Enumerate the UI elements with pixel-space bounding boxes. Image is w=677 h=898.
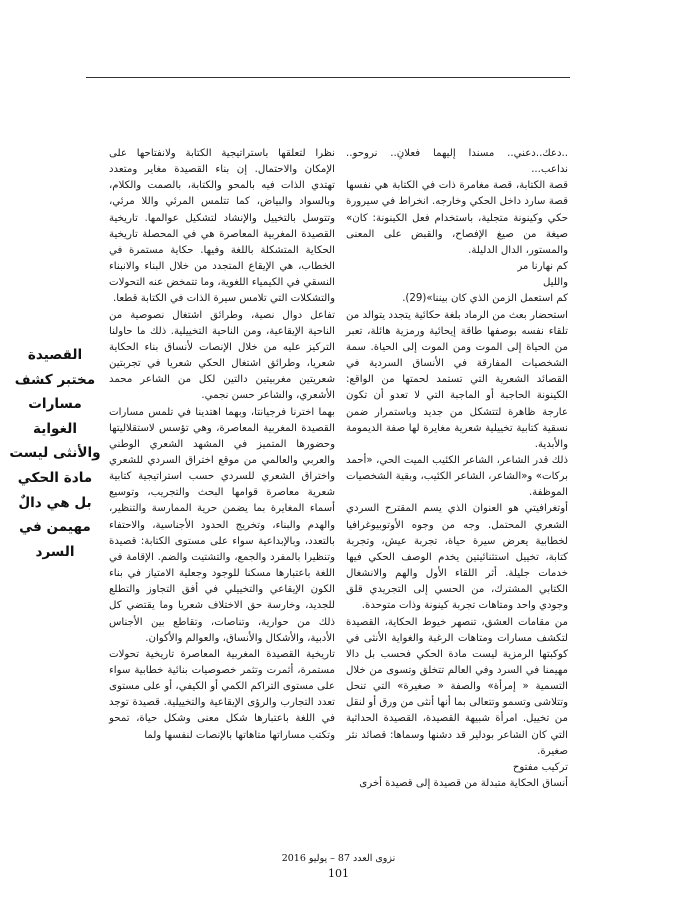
- pull-quote-line: السرد: [35, 543, 75, 560]
- pull-quote-line: مهيمن في: [19, 519, 91, 536]
- paragraph: تفاعل دوال نصية، وطرائق اشتغال نصوصية من الناحية الإيقاعية، ومن الناحية التخييلية. ذلك ما حاولنا التركيز عليه من خلال الإنصات لأنساق بناء الحكاية شعريا، وطرائق اشتغال الحكي شعريا في تجربتين شعريتين مغربيتين دالتين لكل من الشاعر محمد الأشعري، والشاعر حسن نجمي.: [109, 309, 335, 402]
- article-column-right: [346, 146, 568, 792]
- footer-issue: نزوى العدد 87 – يوليو 2016: [281, 853, 396, 864]
- pull-quote-line: والأنثى ليست: [9, 445, 101, 462]
- paragraph: ذلك قدر الشاعر، الشاعر الكئيب الميت الحي، «أحمد بركات» و«الشاعر، الشاعر الكئيب، وبقية الشخصيات الموظفة.: [346, 454, 568, 499]
- subheading: تركيب مفتوح: [512, 761, 568, 773]
- pull-quote-line: الغواية: [33, 420, 77, 437]
- pull-quote-line: بل هي دالٌ: [18, 494, 92, 511]
- paragraph: استحضار بعث من الرماد بلغة حكائية يتجدد يتوالد من تلقاء نفسه بوصفها طاقة إيحائية ورمزية هائلة، تعبر من الحياة إلى الموت ومن الموت إلى الحياة. سمة الشخصيات المفارقة في الأنساق السردية في القصائد الشعرية التي تستمد لحمتها من الواقع: الكينونة الحاجبة أو الماجبة التي لا تعدو أن تكون عارجة ظاهرة لتتشكل من جديد وباستمرار ضمن نسقية كتابية تخييلية شعرية مغايرة لها صفة الديمومة والأبدية.: [346, 309, 568, 450]
- pull-quote-line: القصيدة: [27, 347, 83, 363]
- paragraph: تاريخية القصيدة المغربية المعاصرة تاريخية تحولات مستمرة، أثمرت وتثمر خصوصيات بنائية خطابية سواء على مستوى التراكم الكمي أو الكيفي، أو على مستوى تعدد التجارب والرؤى الإيقاعية والتخييلية. قصيدة توجد في اللغة باعتبارها شكل معنى وشكل حياة، تمحو وتكتب مساراتها متاهاتها بالإنصات لنفسها ولما: [109, 648, 335, 741]
- verse-line: والليل: [542, 277, 568, 289]
- paragraph: أوتغرافيتي هو العنوان الذي يسم المقترح السردي الشعري المحتمل. وجه من وجوه الأوتوبيوغرافيا لخطابية يعرض سيرة حياة، تجربة عيش، وتجربة كتابة، تخييل استثنائيتين يخدم الوصف الحكي فيها خدمات جليلة. أثر اللقاء الأول والهم والانشغال الكتابي المشترك، من الحسي إلى التجريدي قلق وجودي واحد ومتاهات تجربة كينونة وذات متوحدة.: [346, 503, 568, 612]
- paragraph: من مقامات العشق، تنصهر خيوط الحكاية، القصيدة لتكشف مسارات ومتاهات الرغبة والغواية الأنثى في كوكبتها الرمزية ليست مادة الحكي فحسب بل دالا مهيمنا في السرد وفي العالم تتخلق وتسوى من خلال التسمية « إمرأة» والصفة « صغيرة» التي تنحل وتتلاشى وتسمو وتتعالى بما أنها أنثى من ورق أو لنقل من تخييل. امرأة شبيهة القصيدة، القصيدة الحداثية التي كان الشاعر بودلير قد دشنها وسماها: قصائد نثر صغيرة.: [346, 616, 568, 757]
- pull-quote: [8, 343, 102, 564]
- verse-line: كم نهارنا مر: [517, 261, 568, 273]
- paragraph: بهما اخترنا فرجيانتا، وبهما اهتدينا في تلمس مسارات القصيدة المغربية المعاصرة، وهي تؤسس لاستقلاليتها وحضورها المتميز في المشهد الشعري الوطني والعربي والعالمي من موقع اختراق السردي للشعري واختراق الشعري للسردي حسب استراتيجية كتابية شعرية معاصرة قوامها البحث والتجريب، وتوسيع أسماء المغايرة بما يضمن حرية الممارسة والتنظير، والهدم والبناء، وتخريج الحدود الأجناسية، والاحتفاء بالتعدد، وبالإبداعية سواء على مستوى الكتابة: قصيدة وتنظيرا بالمفرد والجمع، والتشتيت والضم. الإقامة في اللغة باعتبارها مسكنا للوجود وجعلية الامتياز في بناء الكون الإيقاعي والتخييلي في أفق التجاوز والتطلع للجديد، وخارسة حق الاختلاف شعريا وما يقتضي كل ذلك من حوارية، وتناصات، وتقاطع بين الأجناس الأدبية، والأشكال والأنساق، والعوالم والأكوان.: [109, 406, 335, 644]
- verse-line: كم استعمل الزمن الذي كان بيننا»(29).: [402, 293, 568, 305]
- paragraph: قصة الكتابة، قصة مغامرة ذات في الكتابة هي نفسها قصة سارد داخل الحكي وخارجه. انخراط في سيرورة حكي وكينونة متجلية، باستخدام فعل الكينونة: كان» صيغة من صيغ الإفصاح، والقبض على المعنى والمستور، الدال الدليلة.: [346, 180, 568, 256]
- pull-quote-line: مادة الحكي: [17, 469, 93, 486]
- pull-quote-line: مسارات: [28, 396, 82, 413]
- pull-quote-line: مختبر كشف: [14, 371, 96, 388]
- article-column-left: [109, 146, 335, 744]
- paragraph: نظرا لتعلقها باستراتيجية الكتابة ولانفتاحها على الإمكان والاحتمال. إن بناء القصيدة مغاير ومتعدد تهتدي الذات فيه بالمحو والكتابة، بالصمت والكلام، وبالسواد والبياض، كما تتلمس المرئي واللا مرئي، وتتوسل بالتخييل والإنشاد لتشكيل عوالمها. تاريخية القصيدة المغربية المعاصرة هي في المحصلة تاريخية الحكاية المتشكلة باللغة وفيها. حكاية مستمرة في الخطاب، هي الإيقاع المتجدد من خلال البناء والانبناء النسقي في الكيمياء اللغوية، وما تتمخض عنه التحولات والتشكلات التي تلامس سيرة الذات في الكتابة قطعا.: [109, 148, 335, 305]
- header-rule: [86, 77, 570, 78]
- paragraph: أنساق الحكاية متبدلة من قصيدة إلى قصيدة أخرى: [359, 778, 568, 790]
- page-number: 101: [328, 867, 349, 880]
- paragraph: ..دعك..دعني.. مسندا إليهما فعلانِ.. نروحو.. نداعب...: [346, 148, 568, 176]
